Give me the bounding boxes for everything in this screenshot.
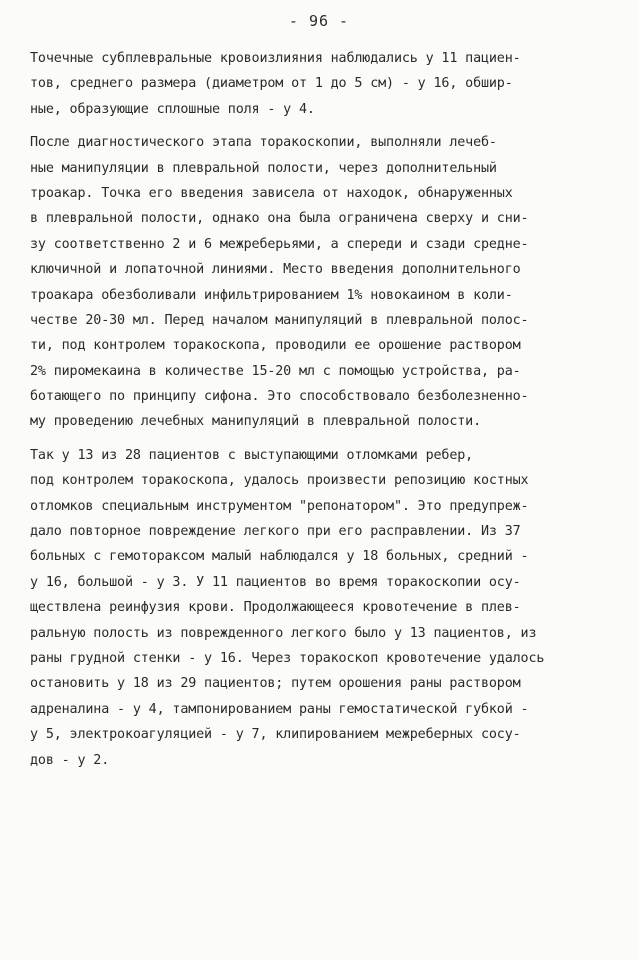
text-line: После диагностического этапа торакоскопии, выполняли лечеб- xyxy=(30,135,497,151)
text-line: дало повторное повреждение легкого при его расправлении. Из 37 xyxy=(30,524,521,540)
text-line: зу соответственно 2 и 6 межреберьями, а спереди и сзади средне- xyxy=(30,236,529,252)
text-line: в плевральной полости, однако она была ограничена сверху и сни- xyxy=(30,211,529,227)
paragraph-3 xyxy=(30,443,610,773)
text-line: больных с гемотораксом малый наблюдался у 18 больных, средний - xyxy=(30,549,529,565)
text-line: отломков специальным инструментом "репонатором". Это предупреж- xyxy=(30,498,529,514)
text-line: 2% пиромекаина в количестве 15-20 мл с помощью устройства, ра- xyxy=(30,363,521,379)
text-line: честве 20-30 мл. Перед началом манипуляций в плевральной полос- xyxy=(30,312,529,328)
paragraph-1 xyxy=(30,46,610,122)
text-line: ботающего по принципу сифона. Это способствовало безболезненно- xyxy=(30,389,529,405)
page-number: - 96 - xyxy=(288,12,350,30)
text-line: ные, образующие сплошные поля - у 4. xyxy=(30,101,315,117)
text-line: у 5, электрокоагуляцией - у 7, клипированием межреберных сосу- xyxy=(30,727,521,743)
text-line: дов - у 2. xyxy=(30,752,110,768)
text-line: Так у 13 из 28 пациентов с выступающими отломками ребер, xyxy=(30,447,474,463)
text-body xyxy=(30,46,610,773)
paragraph-2 xyxy=(30,130,610,435)
text-line: ные манипуляции в плевральной полости, через дополнительный xyxy=(30,160,497,176)
text-line: раны грудной стенки - у 16. Через торакоскоп кровотечение удалось xyxy=(30,650,545,666)
text-line: остановить у 18 из 29 пациентов; путем орошения раны раствором xyxy=(30,676,521,692)
text-line: под контролем торакоскопа, удалось произвести репозицию костных xyxy=(30,473,529,489)
text-line: ральную полость из поврежденного легкого было у 13 пациентов, из xyxy=(30,625,537,641)
text-line: троакара обезболивали инфильтрированием 1% новокаином в коли- xyxy=(30,287,513,303)
text-line: ществлена реинфузия крови. Продолжающееся кровотечение в плев- xyxy=(30,600,521,616)
text-line: троакар. Точка его введения зависела от находок, обнаруженных xyxy=(30,185,513,201)
text-line: адреналина - у 4, тампонированием раны гемостатической губкой - xyxy=(30,701,529,717)
text-line: тов, среднего размера (диаметром от 1 до 5 см) - у 16, обшир- xyxy=(30,76,513,92)
text-line: му проведению лечебных манипуляций в плевральной полости. xyxy=(30,414,481,430)
text-line: Точечные субплевральные кровоизлияния наблюдались у 11 пациен- xyxy=(30,51,521,66)
text-line: ти, под контролем торакоскопа, проводили ее орошение раствором xyxy=(30,338,521,354)
text-line: ключичной и лопаточной линиями. Место введения дополнительного xyxy=(30,262,521,278)
text-line: у 16, большой - у 3. У 11 пациентов во время торакоскопии осу- xyxy=(30,574,521,590)
